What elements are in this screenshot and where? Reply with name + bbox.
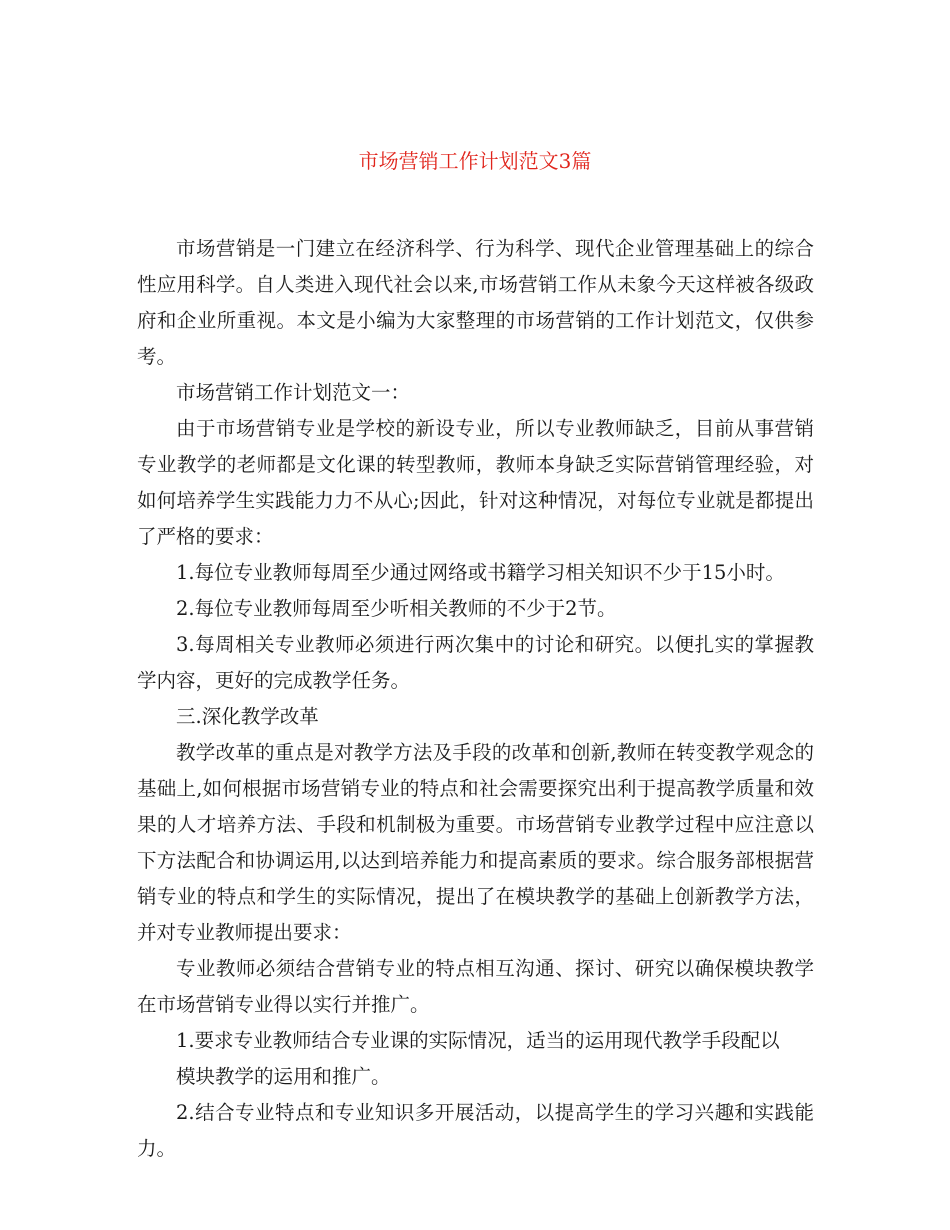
section-heading: 三.深化教学改革 [176, 705, 319, 728]
document-title: 市场营销工作计划范文3篇 [358, 149, 592, 173]
list-item: 2.结合专业特点和专业知识多开展活动，以提高学生的学习兴趣和实践能力。 [137, 1101, 814, 1160]
list-item-continuation: 模块教学的运用和推广。 [176, 1065, 391, 1088]
document-body [137, 231, 814, 1167]
paragraph: 专业教师必须结合营销专业的特点相互沟通、探讨、研究以确保模块教学在市场营销专业得以实行并推广。 [137, 957, 814, 1016]
list-item: 2.每位专业教师每周至少听相关教师的不少于2节。 [176, 597, 617, 620]
list-item: 3.每周相关专业教师必须进行两次集中的讨论和研究。以便扎实的掌握教学内容，更好的完成教学任务。 [137, 633, 814, 692]
paragraph: 教学改革的重点是对教学方法及手段的改革和创新,教师在转变教学观念的基础上,如何根据市场营销专业的特点和社会需要探究出利于提高教学质量和效果的人才培养方法、手段和机制极为重要。市场营销专业教学过程中应注意以下方法配合和协调运用,以达到培养能力和提高素质的要求。综合服务部根据营销专业的特点和学生的实际情况，提出了在模块教学的基础上创新教学方法，并对专业教师提出要求： [137, 741, 814, 944]
paragraph: 市场营销是一门建立在经济科学、行为科学、现代企业管理基础上的综合性应用科学。自人类进入现代社会以来,市场营销工作从未象今天这样被各级政府和企业所重视。本文是小编为大家整理的市场营销的工作计划范文，仅供参考。 [137, 237, 814, 368]
list-item: 1.每位专业教师每周至少通过网络或书籍学习相关知识不少于15小时。 [176, 561, 785, 584]
paragraph: 由于市场营销专业是学校的新设专业，所以专业教师缺乏，目前从事营销专业教学的老师都是文化课的转型教师，教师本身缺乏实际营销管理经验，对如何培养学生实践能力力不从心;因此，针对这种情况，对每位专业就是都提出了严格的要求： [137, 417, 814, 548]
paragraph: 市场营销工作计划范文一： [176, 381, 411, 404]
list-item: 1.要求专业教师结合专业课的实际情况，适当的运用现代教学手段配以 [176, 1029, 780, 1052]
